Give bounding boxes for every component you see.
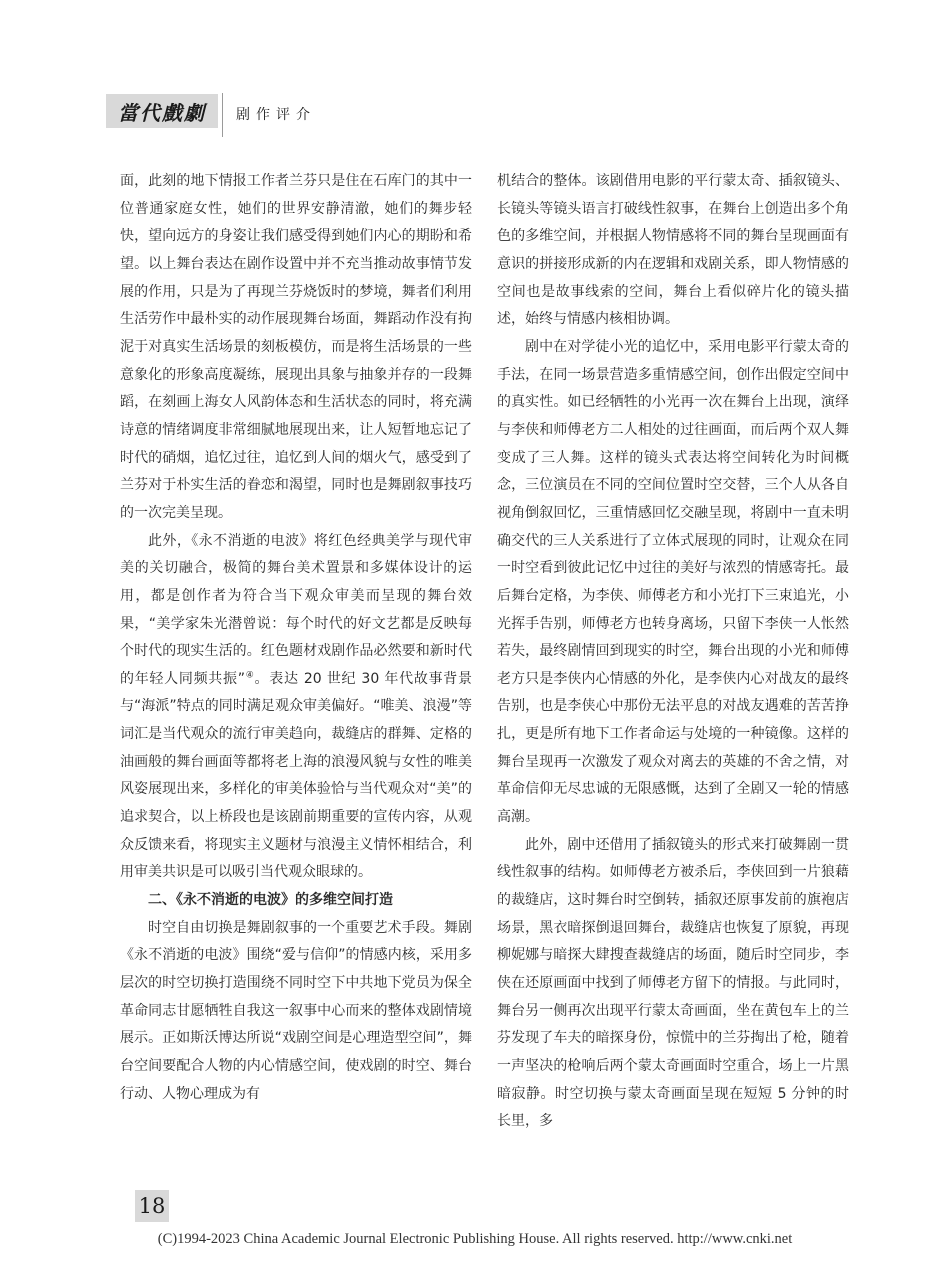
right-column	[497, 168, 849, 1136]
paragraph-text: 。表达 20 世纪 30 年代故事背景与“海派”特点的同时满足观众审美偏好。“唯美、浪漫”等词汇是当代观众的流行审美趋向，裁缝店的群舞、定格的油画般的舞台画面等都将老上海的浪漫风貌与女性的唯美风姿展现出来，多样化的审美体验恰与当代观众对“美”的追求契合，以上桥段也是该剧前期重要的宣传内容，从观众反馈来看，将现实主义题材与浪漫主义情怀相结合，利用审美共识是可以吸引当代观众眼球的。	[120, 670, 472, 881]
paragraph: 时空自由切换是舞剧叙事的一个重要艺术手段。舞剧《永不消逝的电波》围绕“爱与信仰”的情感内核，采用多层次的时空切换打造围绕不同时空下中共地下党员为保全革命同志甘愿牺牲自我这一叙事中心而来的整体戏剧情境展示。正如斯沃博达所说“戏剧空间是心理造型空间”，舞台空间要配合人物的内心情感空间，使戏剧的时空、舞台行动、人物心理成为有	[120, 919, 472, 1102]
copyright-notice: (C)1994-2023 China Academic Journal Electronic Publishing House. All rights reserved. http://www.cnki.net	[157, 1231, 793, 1247]
paragraph: 剧中在对学徒小光的追忆中，采用电影平行蒙太奇的手法，在同一场景营造多重情感空间，创作出假定空间中的真实性。如已经牺牲的小光再一次在舞台上出现，演绎与李侠和师傅老方二人相处的过往画面，而后两个双人舞变成了三人舞。这样的镜头式表达将空间转化为时间概念，三位演员在不同的空间位置时空交替，三个人从各自视角倒叙回忆，三重情感回忆交融呈现，将剧中一直未明确交代的三人关系进行了立体式展现的同时，让观众在同一时空看到彼此记忆中过往的美好与浓烈的情感寄托。最后舞台定格，为李侠、师傅老方和小光打下三束追光，小光挥手告别，师傅老方也转身离场，只留下李侠一人怅然若失，最终剧情回到现实的时空，舞台出现的小光和师傅老方只是李侠内心情感的外化，是李侠内心对战友的最终告别，也是李侠心中那份无法平息的对战友遇难的苦苦挣扎，更是所有地下工作者命运与处境的一种镜像。这样的舞台呈现再一次激发了观众对离去的英雄的不舍之情，对革命信仰无尽忠诚的无限感慨，达到了全剧又一轮的情感高潮。	[497, 338, 849, 826]
journal-logo: 當代戲劇	[106, 94, 218, 128]
section-heading: 二、《永不消逝的电波》的多维空间打造	[148, 892, 393, 909]
paragraph: 此外，剧中还借用了插叙镜头的形式来打破舞剧一贯线性叙事的结构。如师傅老方被杀后，李侠回到一片狼藉的裁缝店，这时舞台时空倒转，插叙还原事发前的旗袍店场景，黑衣暗探倒退回舞台，裁缝店也恢复了原貌，再现柳妮娜与暗探大肆搜查裁缝店的场面，随后时空同步，李侠在还原画面中找到了师傅老方留下的情报。与此同时，舞台另一侧再次出现平行蒙太奇画面，坐在黄包车上的兰芬发现了车夫的暗探身份，惊慌中的兰芬掏出了枪，随着一声坚决的枪响后两个蒙太奇画面时空重合，场上一片黑暗寂静。时空切换与蒙太奇画面呈现在短短 5 分钟的时长里，多	[497, 836, 849, 1130]
left-column	[120, 168, 472, 1108]
page-number: 18	[135, 1190, 169, 1222]
paragraph	[120, 528, 472, 888]
header-divider	[222, 93, 223, 137]
section-title: 剧作评介	[236, 107, 316, 123]
paragraph: 机结合的整体。该剧借用电影的平行蒙太奇、插叙镜头、长镜头等镜头语言打破线性叙事，在舞台上创造出多个角色的多维空间，并根据人物情感将不同的舞台呈现画面有意识的拼接形成新的内在逻辑和戏剧关系，即人物情感的空间也是故事线索的空间，舞台上看似碎片化的镜头描述，始终与情感内核相协调。	[497, 173, 849, 328]
footnote-marker: ④	[245, 670, 255, 681]
paragraph-text: 此外，《永不消逝的电波》将红色经典美学与现代审美的关切融合，极简的舞台美术置景和多媒体设计的运用，都是创作者为符合当下观众审美而呈现的舞台效果，“美学家朱光潜曾说：每个时代的好文艺都是反映每个时代的现实生活的。红色题材戏剧作品必然要和新时代的年轻人同频共振”	[120, 532, 472, 687]
paragraph: 面，此刻的地下情报工作者兰芬只是住在石库门的其中一位普通家庭女性，她们的世界安静清澈，她们的舞步轻快，望向远方的身姿让我们感受得到她们内心的期盼和希望。以上舞台表达在剧作设置中并不充当推动故事情节发展的作用，只是为了再现兰芬烧饭时的梦境，舞者们利用生活劳作中最朴实的动作展现舞台场面，舞蹈动作没有拘泥于对真实生活场景的刻板模仿，而是将生活场景的一些意象化的形象高度凝练，展现出具象与抽象并存的一段舞蹈，在刻画上海女人风韵体态和生活状态的同时，将充满诗意的情绪调度非常细腻地展现出来，让人短暂地忘记了时代的硝烟，追忆过往，追忆到人间的烟火气，感受到了兰芬对于朴实生活的眷恋和渴望，同时也是舞剧叙事技巧的一次完美呈现。	[120, 173, 472, 521]
